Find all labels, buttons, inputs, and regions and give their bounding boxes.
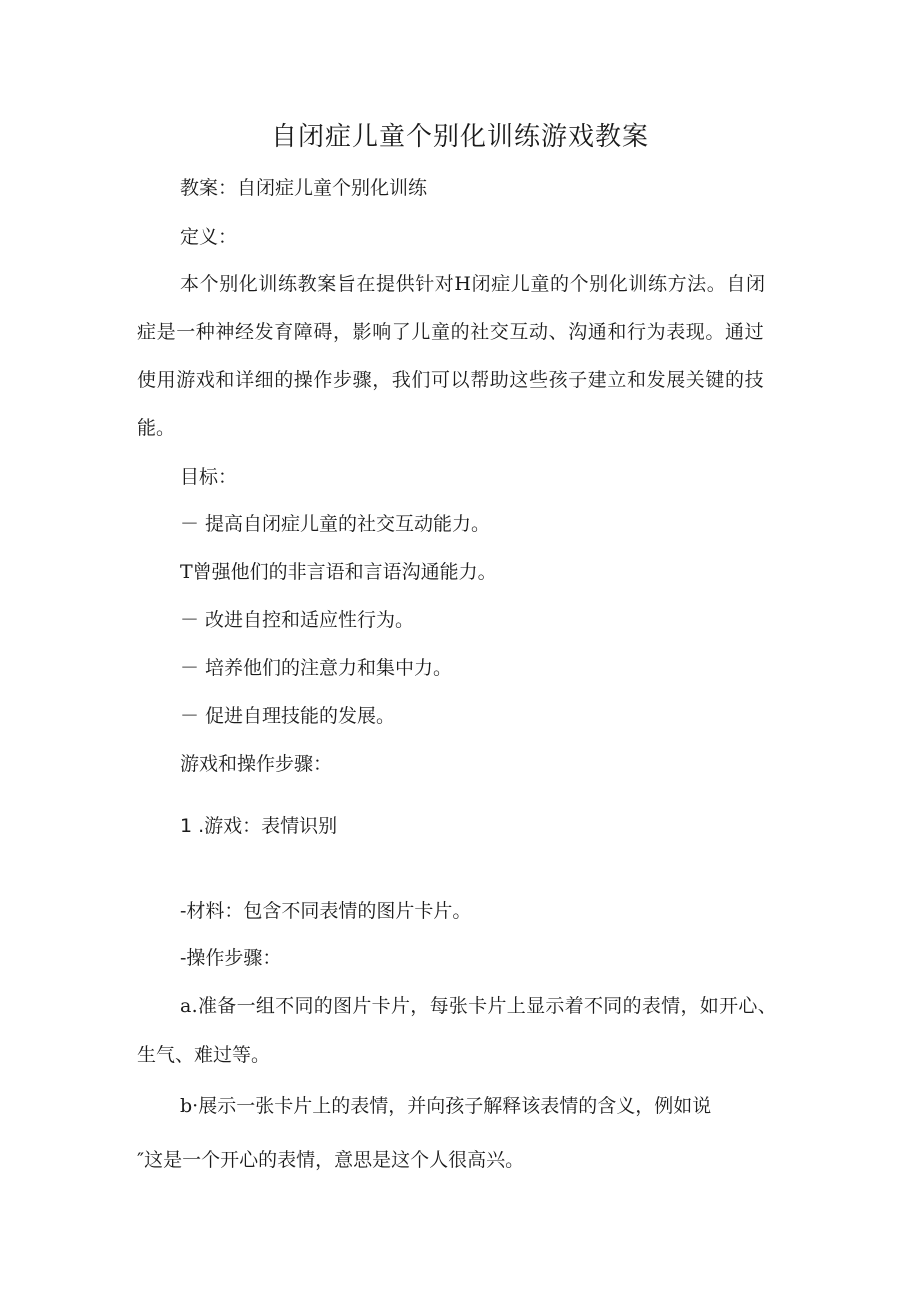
games-heading: 游戏和操作步骤：: [180, 753, 333, 775]
goal-item: － 改进自控和适应性行为。: [180, 609, 415, 631]
definition-heading: 定义：: [180, 226, 238, 248]
goal-item: T曾强他们的非言语和言语沟通能力。: [180, 561, 497, 583]
goals-heading: 目标：: [180, 466, 238, 488]
goal-item: － 提高自闭症儿童的社交互动能力。: [180, 513, 491, 535]
game1-materials: -材料：包含不同表情的图片卡片。: [180, 900, 472, 922]
lesson-plan-subtitle: 教案：自闭症儿童个别化训练: [180, 177, 428, 199]
game1-step-a-line: 生气、难过等。: [137, 1044, 271, 1066]
intro-paragraph-line: 能。: [137, 417, 176, 439]
game1-step-b-line: b·展示一张卡片上的表情，并向孩子解释该表情的含义，例如说: [180, 1095, 712, 1117]
game1-heading: 1 .游戏：表情识别: [180, 815, 338, 837]
goal-item: － 促进自理技能的发展。: [180, 705, 396, 727]
intro-paragraph-line: 本个别化训练教案旨在提供针对H闭症儿童的个别化训练方法。自闭: [180, 273, 766, 295]
document-title: 自闭症儿童个别化训练游戏教案: [270, 122, 649, 152]
goal-item: － 培养他们的注意力和集中力。: [180, 657, 453, 679]
game1-steps-heading: -操作步骤：: [180, 947, 282, 969]
game1-step-b-line: ″这是一个开心的表情，意思是这个人很高兴。: [137, 1149, 525, 1171]
intro-paragraph-line: 使用游戏和详细的操作步骤，我们可以帮助这些孩子建立和发展关键的技: [137, 369, 765, 391]
game1-step-a-line: a.准备一组不同的图片卡片，每张卡片上显示着不同的表情，如开心、: [180, 995, 777, 1017]
intro-paragraph-line: 症是一种神经发育障碍，影响了儿童的社交互动、沟通和行为表现。通过: [137, 321, 765, 343]
